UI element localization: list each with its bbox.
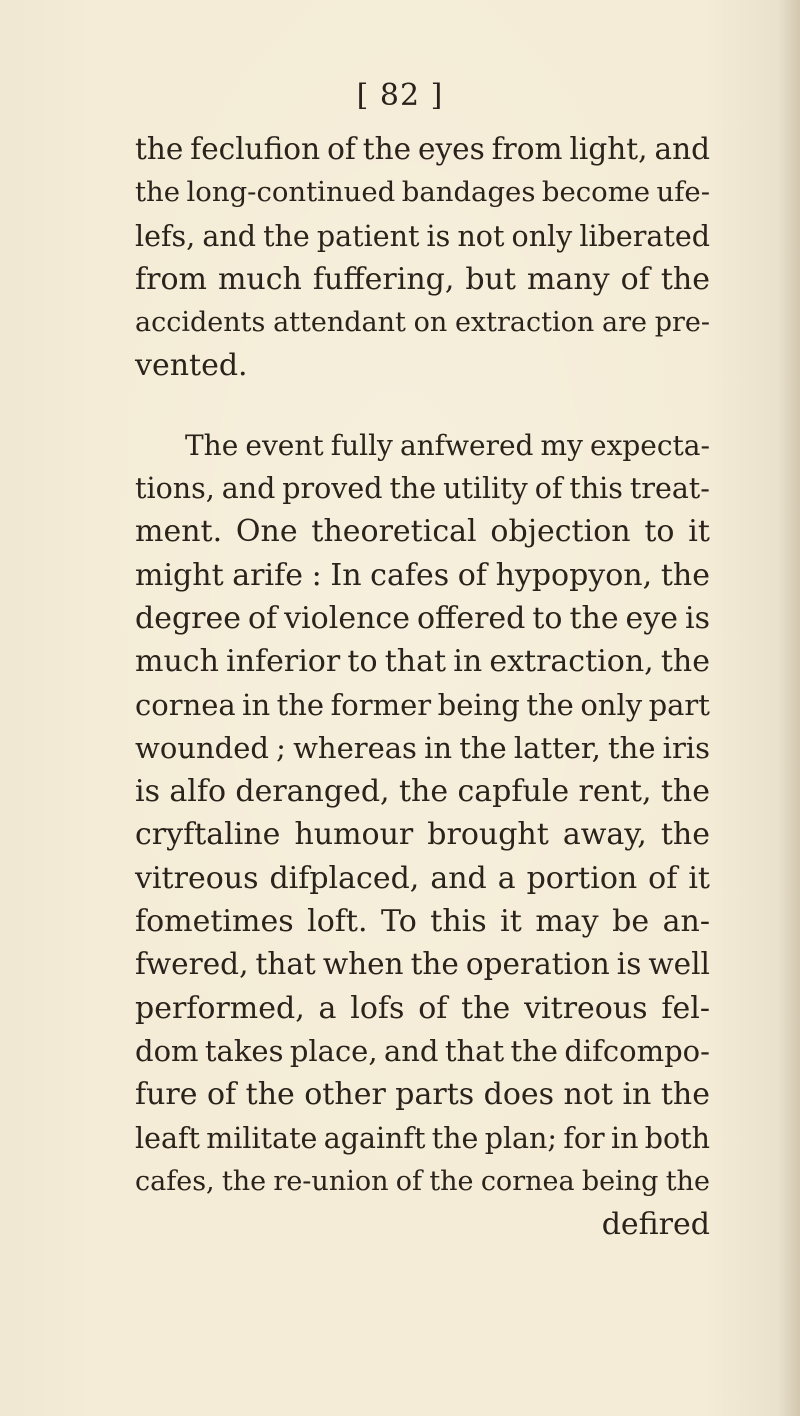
word: loft. [307, 904, 368, 940]
word: and [430, 860, 487, 896]
word: the [398, 774, 449, 810]
word: the [526, 687, 574, 722]
word: being [437, 687, 520, 722]
word: the [429, 1165, 474, 1197]
word: other [304, 1077, 386, 1113]
text-line: vented. [135, 348, 248, 384]
word: of [327, 132, 356, 166]
text-line [135, 813, 710, 856]
word: wounded [135, 730, 269, 765]
text-line [135, 987, 710, 1030]
word: inferior [226, 644, 341, 680]
word: the [660, 1077, 710, 1113]
text-line [135, 554, 710, 597]
word: that [444, 1033, 505, 1068]
word: difcompo- [564, 1033, 710, 1068]
word: One [235, 514, 298, 550]
word: to [347, 644, 378, 680]
word: utility [443, 472, 528, 506]
word: is [616, 947, 642, 982]
word: in [622, 1077, 652, 1113]
word: whereas [293, 730, 417, 765]
word: the [510, 1033, 558, 1068]
word: fully [330, 428, 393, 462]
word: cornea [135, 687, 236, 722]
word: treat- [629, 472, 710, 506]
word: extraction [454, 307, 595, 339]
word: in [453, 644, 483, 680]
word: ; [276, 730, 286, 765]
text-line [135, 640, 710, 683]
word: the [276, 687, 325, 722]
word: the [459, 730, 507, 765]
word: pre- [654, 307, 710, 339]
word: lofs [350, 990, 405, 1026]
page-number-header: [ 82 ] [356, 78, 444, 113]
word: deranged, [235, 774, 390, 810]
text-line [135, 943, 710, 986]
word: both [644, 1121, 710, 1155]
word: from [491, 132, 563, 166]
word: long-continued [186, 176, 396, 209]
word: of [395, 1165, 423, 1197]
word: place, [289, 1033, 378, 1068]
word: feclufion [190, 132, 321, 166]
word: the [660, 557, 710, 593]
word: hypopyon, [495, 557, 653, 593]
word: in [610, 1121, 639, 1155]
word: it [688, 514, 710, 550]
word: ufe- [656, 176, 710, 209]
word: is [426, 219, 451, 253]
word: theoretical [311, 514, 477, 550]
word: leaft [135, 1121, 200, 1155]
word: : [311, 557, 322, 593]
word: on [413, 307, 448, 339]
word: and [654, 132, 710, 166]
word: much [135, 644, 219, 680]
word: the [660, 817, 710, 853]
word: the [665, 1165, 710, 1197]
word: being [581, 1165, 659, 1197]
word: brought [427, 817, 549, 853]
paragraph-gap [135, 388, 710, 424]
word: in [424, 730, 453, 765]
text-line [135, 171, 710, 214]
word: well [648, 947, 710, 982]
word: eye [625, 600, 679, 636]
word: and [202, 219, 256, 253]
word: anfwered [399, 428, 534, 462]
word: of [207, 1077, 237, 1113]
word: the [263, 219, 310, 253]
word: tions, [135, 472, 215, 506]
text-line [135, 301, 710, 344]
word: but [465, 261, 516, 297]
word: patient [316, 219, 420, 253]
word: militate [206, 1121, 318, 1155]
word: an- [662, 904, 710, 940]
word: event [245, 428, 324, 462]
word: of [620, 261, 650, 297]
word: only [580, 687, 643, 722]
catchword: defired [601, 1207, 710, 1243]
word: to [644, 514, 675, 550]
word: vitreous [135, 860, 259, 896]
word: the [461, 990, 511, 1026]
word: the [660, 644, 710, 680]
word: the [660, 261, 710, 297]
word: cryftaline [135, 817, 281, 853]
text-line [135, 684, 710, 727]
text-line [135, 424, 710, 467]
word: in [242, 687, 271, 722]
word: arife [232, 557, 303, 593]
word: extraction, [489, 644, 654, 680]
word: cornea [480, 1165, 575, 1197]
word: away, [562, 817, 647, 853]
word: The [185, 428, 239, 462]
word: degree [135, 600, 242, 636]
word: alfo [169, 774, 227, 810]
word: performed, [135, 990, 305, 1026]
page-edge-shadow [778, 0, 800, 1416]
word: the [362, 132, 412, 166]
word: is [135, 774, 160, 810]
word: objection [490, 514, 631, 550]
text-line [135, 597, 710, 640]
word: that [384, 644, 447, 680]
word: of [418, 990, 448, 1026]
word: fwered, [135, 947, 249, 982]
word: does [483, 1077, 555, 1113]
text-line [135, 900, 710, 943]
word: when [322, 947, 404, 982]
word: re-union [273, 1165, 389, 1197]
word: it [688, 860, 710, 896]
word: only [511, 219, 573, 253]
text-line [135, 857, 710, 900]
word: of [534, 472, 563, 506]
word: a [318, 990, 337, 1026]
word: that [255, 947, 316, 982]
text-line [135, 770, 710, 813]
word: be [612, 904, 650, 940]
word: of [648, 860, 678, 896]
word: eyes [418, 132, 485, 166]
word: accidents [135, 307, 266, 339]
word: operation [465, 947, 610, 982]
word: is [684, 600, 710, 636]
word: vitreous [524, 990, 648, 1026]
word: from [135, 261, 207, 297]
word: againft [323, 1121, 426, 1155]
word: become [541, 176, 651, 209]
text-line [135, 1073, 710, 1116]
word: cafes [370, 557, 450, 593]
word: difplaced, [269, 860, 420, 896]
word: might [135, 557, 224, 593]
word: plan; [484, 1121, 558, 1155]
word: expecta- [590, 428, 710, 462]
word: a [497, 860, 516, 896]
word: takes [204, 1033, 284, 1068]
word: violence [284, 600, 410, 636]
text-line [135, 467, 710, 510]
word: fure [135, 1077, 198, 1113]
word: this [569, 472, 623, 506]
word: rent, [578, 774, 652, 810]
text-line [135, 510, 710, 553]
word: fel- [661, 990, 710, 1026]
text-line [135, 727, 710, 770]
word: it [500, 904, 522, 940]
word: latter, [513, 730, 601, 765]
word: proved [282, 472, 383, 506]
text-line [135, 258, 710, 301]
word: attendant [273, 307, 406, 339]
word: the [410, 947, 459, 982]
body-text [135, 128, 710, 1246]
word: the [569, 600, 619, 636]
word: the [389, 472, 437, 506]
word: much [217, 261, 302, 297]
word: liberated [579, 219, 710, 253]
word: bandages [401, 176, 536, 209]
word: To [381, 904, 417, 940]
paragraph [135, 128, 710, 388]
word: my [540, 428, 583, 462]
word: and [221, 472, 276, 506]
word: parts [395, 1077, 475, 1113]
word: light, [569, 132, 648, 166]
word: not [563, 1077, 613, 1113]
word: and [383, 1033, 439, 1068]
word: fuffering, [312, 261, 455, 297]
word: dom [135, 1033, 199, 1068]
text-line [135, 1160, 710, 1203]
word: for [563, 1121, 605, 1155]
text-line [135, 1117, 710, 1160]
word: the [245, 1077, 295, 1113]
word: capfule [457, 774, 570, 810]
word: fometimes [135, 904, 294, 940]
word: may [535, 904, 599, 940]
word: portion [526, 860, 638, 896]
word: of [247, 600, 278, 636]
word: iris [662, 730, 710, 765]
word: In [330, 557, 362, 593]
word: humour [294, 817, 414, 853]
word: offered [416, 600, 526, 636]
word: this [430, 904, 487, 940]
word: many [527, 261, 610, 297]
word: the [135, 176, 181, 209]
text-line [135, 215, 710, 258]
paragraph [135, 424, 710, 1203]
word: are [601, 307, 647, 339]
word: the [431, 1121, 479, 1155]
word: of [457, 557, 487, 593]
word: former [330, 687, 432, 722]
word: cafes, [135, 1165, 215, 1197]
word: the [221, 1165, 267, 1197]
word: part [648, 687, 710, 722]
word: the [660, 774, 710, 810]
word: the [135, 132, 184, 166]
text-line [135, 1030, 710, 1073]
word: not [457, 219, 505, 253]
word: ment. [135, 514, 223, 550]
word: to [532, 600, 563, 636]
text-line [135, 128, 710, 171]
word: the [608, 730, 656, 765]
word: lefs, [135, 219, 196, 253]
